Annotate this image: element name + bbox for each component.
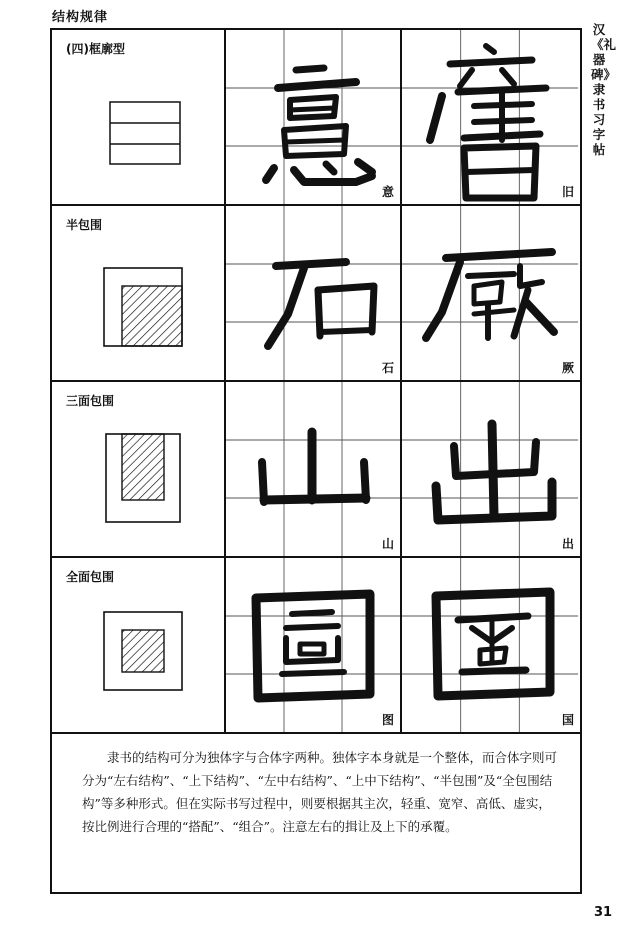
character-caption: 出: [561, 537, 574, 551]
character-cell: [402, 558, 580, 732]
calligraphy-jue-glyph: [402, 206, 578, 380]
character-caption: 山: [381, 537, 394, 551]
calligraphy-tu-glyph: [226, 558, 400, 732]
character-cell: [402, 382, 580, 556]
structure-row: [52, 558, 580, 734]
frame-structure-diagram: [52, 30, 224, 204]
character-cell: [226, 206, 402, 380]
calligraphy-shi-glyph: [226, 206, 400, 380]
calligraphy-yi-glyph: [226, 30, 400, 204]
structure-label: 半包围: [66, 218, 103, 232]
character-cell: [226, 30, 402, 204]
structure-row: [52, 30, 580, 206]
character-caption: 意: [381, 185, 394, 199]
character-caption: 国: [561, 713, 574, 727]
structure-label: (四)框廓型: [66, 42, 125, 56]
structure-row: [52, 382, 580, 558]
page-header: 结构规律: [52, 10, 109, 25]
character-grid: [52, 30, 580, 734]
structure-diagram-cell: [52, 558, 226, 732]
character-cell: [402, 206, 580, 380]
structure-diagram-cell: [52, 30, 226, 204]
character-caption: 厥: [561, 361, 574, 375]
character-cell: [402, 30, 580, 204]
side-title: 汉《礼器碑》隶书习字帖: [591, 22, 617, 157]
structure-label: 三面包围: [66, 394, 115, 408]
calligraphy-guo-glyph: [402, 558, 578, 732]
structure-label: 全面包围: [66, 570, 115, 584]
structure-diagram-cell: [52, 206, 226, 380]
three-side-enclosure-diagram: [52, 382, 224, 556]
structure-row: [52, 206, 580, 382]
structure-note-paragraph: 隶书的结构可分为独体字与合体字两种。独体字本身就是一个整体，而合体字则可分为“左右结构”、“上下结构”、“左中右结构”、“上中下结构”、“半包围”及“全包围结构”等多种形式。但在实际书写过程中，则要根据其主次，轻重、宽窄、高低、虚实，按比例进行合理的“搭配”、“组合”。注意左右的揖让及上下的承覆。: [82, 750, 558, 834]
character-cell: [226, 382, 402, 556]
character-caption: 图: [381, 713, 394, 727]
calligraphy-shan-glyph: [226, 382, 400, 556]
character-cell: [226, 558, 402, 732]
calligraphy-chu-glyph: [402, 382, 578, 556]
full-enclosure-diagram: [52, 558, 224, 732]
page-number: 31: [594, 905, 613, 920]
half-enclosure-diagram: [52, 206, 224, 380]
copybook-frame: [50, 28, 582, 894]
calligraphy-jiu-glyph: [402, 30, 578, 204]
structure-diagram-cell: [52, 382, 226, 556]
character-caption: 旧: [561, 185, 574, 199]
character-caption: 石: [381, 361, 394, 375]
